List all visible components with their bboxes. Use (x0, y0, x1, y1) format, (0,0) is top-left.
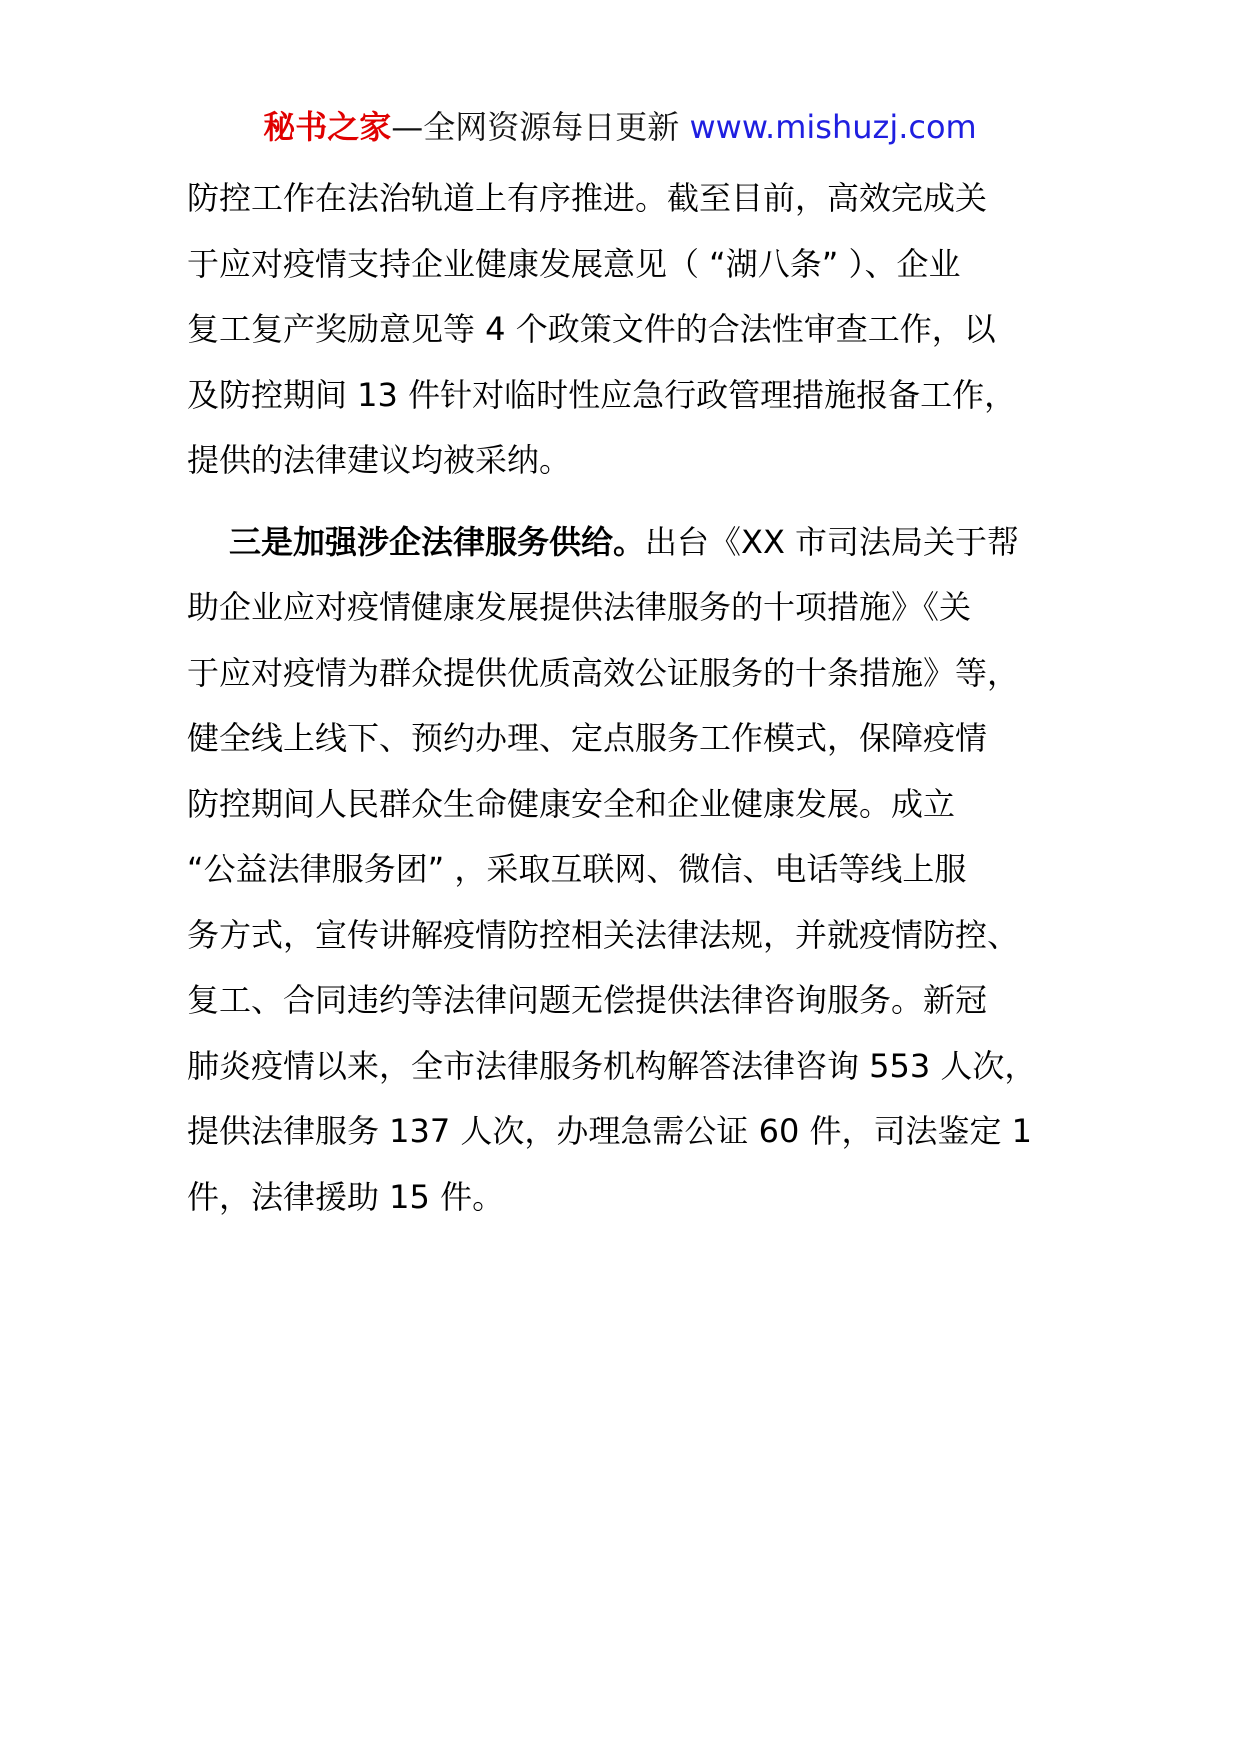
paragraph-2 (187, 510, 1063, 1231)
paragraph-heading: 三是加强涉企法律服务供给。 (229, 522, 646, 561)
text-line: 及防控期间 13 件针对临时性应急行政管理措施报备工作， (187, 375, 1017, 414)
site-url-link[interactable]: www.mishuzj.com (689, 108, 977, 146)
text-line: 于应对疫情为群众提供优质高效公证服务的十条措施》等， (187, 653, 1020, 692)
text-line: 复工、合同违约等法律问题无偿提供法律咨询服务。新冠 (187, 981, 988, 1019)
paragraph-text: 出台《XX 市司法局关于帮 (645, 522, 1020, 561)
text-line: “公益法律服务团” ，采取互联网、微信、电话等线上服 (187, 850, 967, 888)
document-body (187, 166, 1063, 1230)
site-tagline: —全网资源每日更新 (391, 108, 690, 146)
text-line: 于应对疫情支持企业健康发展意见（ “湖八条” ）、企业 (187, 244, 961, 283)
text-line: 防控工作在法治轨道上有序推进。截至目前，高效完成关 (187, 179, 988, 217)
text-line: 复工复产奖励意见等 4 个政策文件的合法性审查工作，以 (187, 310, 996, 348)
text-line: 务方式，宣传讲解疫情防控相关法律法规，并就疫情防控、 (187, 915, 1020, 954)
text-line: 健全线上线下、预约办理、定点服务工作模式，保障疫情 (187, 719, 988, 757)
text-line-first (187, 510, 1063, 576)
text-line: 助企业应对疫情健康发展提供法律服务的十项措施》《关 (187, 588, 972, 626)
text-line: 件，法律援助 15 件。 (187, 1177, 505, 1216)
page-header (0, 104, 1240, 150)
text-line: 防控期间人民群众生命健康安全和企业健康发展。成立 (187, 784, 956, 823)
text-line: 提供法律服务 137 人次，办理急需公证 60 件，司法鉴定 1 (187, 1112, 1033, 1150)
site-brand: 秘书之家 (263, 108, 392, 146)
text-line: 肺炎疫情以来，全市法律服务机构解答法律咨询 553 人次， (187, 1046, 1037, 1085)
text-line: 提供的法律建议均被采纳。 (187, 441, 572, 479)
paragraph-1 (187, 166, 1063, 494)
paragraph-spacer (187, 494, 1063, 510)
